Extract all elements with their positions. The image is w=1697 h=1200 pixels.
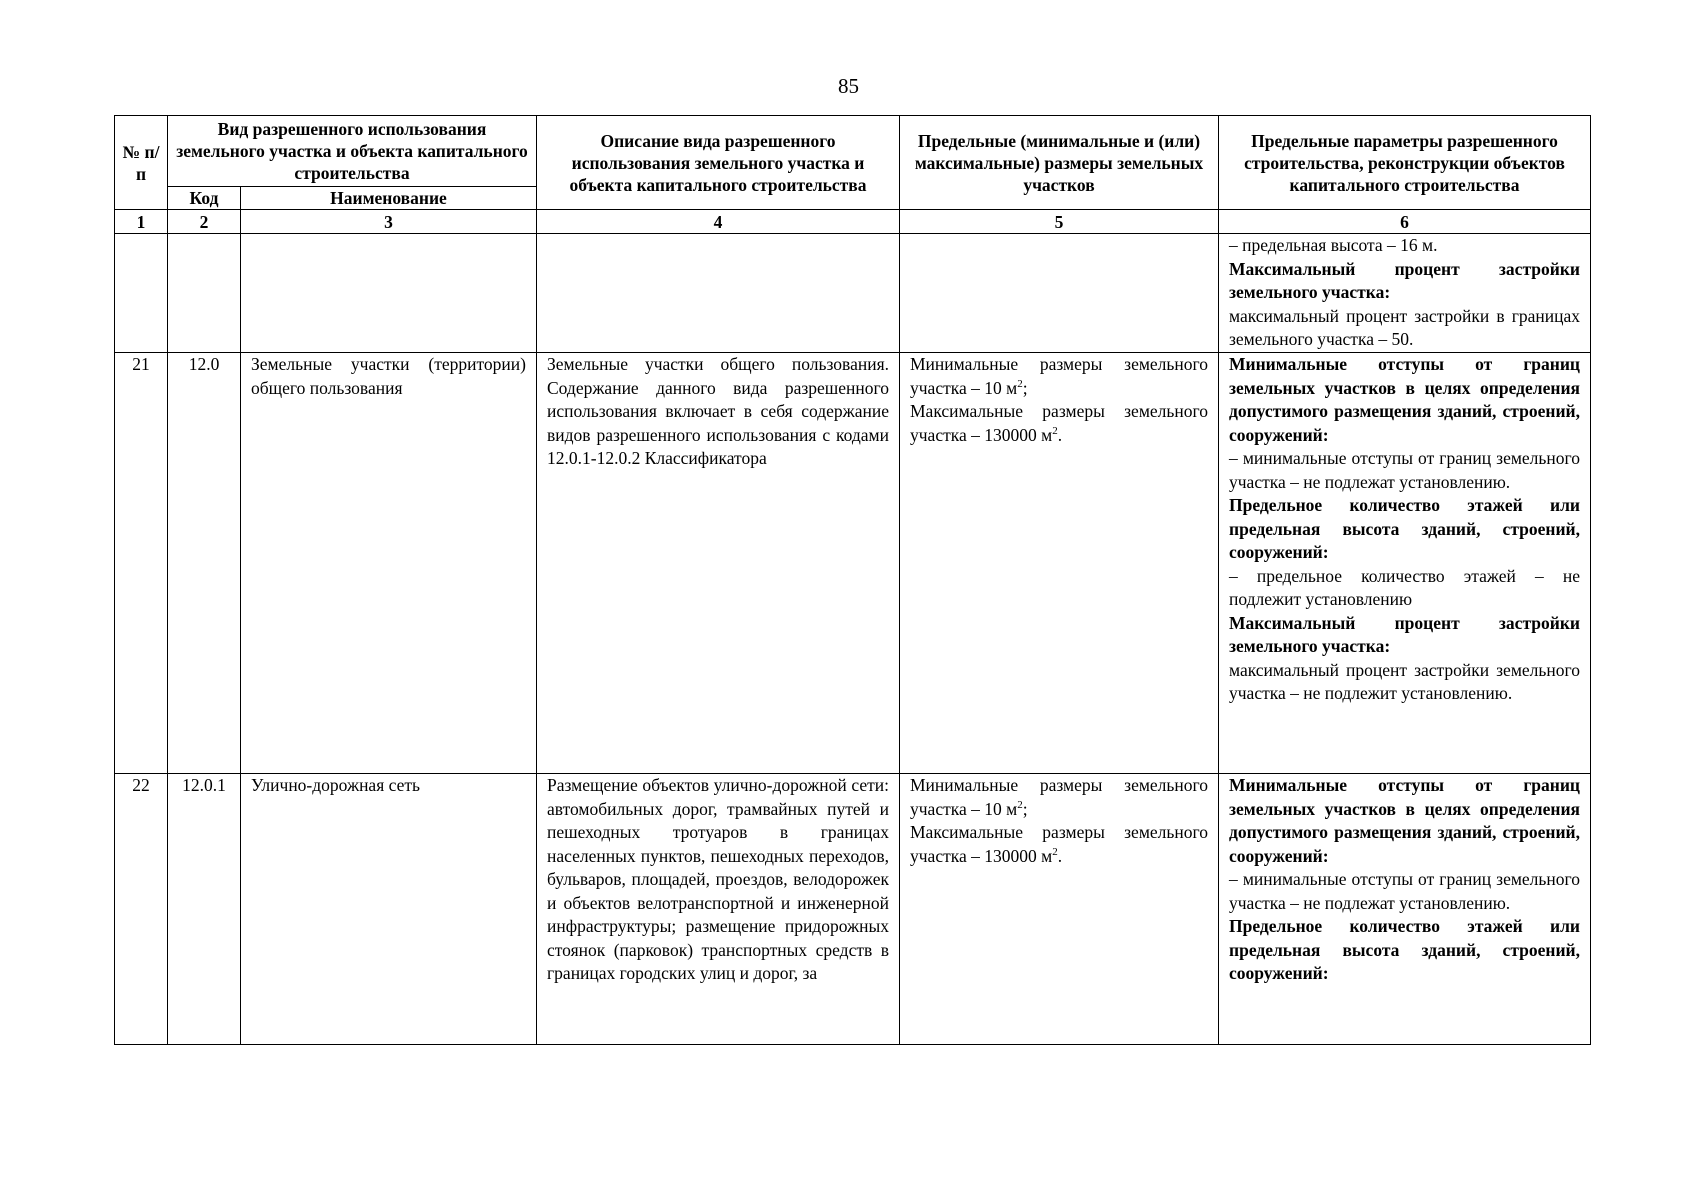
param-heading: Предельное количество этажей или предельная высота зданий, строений, сооружений: bbox=[1229, 495, 1580, 562]
row-description: Размещение объектов улично-дорожной сети: автомобильных дорог, трамвайных путей и пешеходных тротуаров в границах населенных пунктов, пешеходных переходов, бульваров, площадей, проездов, велодорожек и объектов велотранспортной и инженерной инфраструктуры; размещение придорожных стоянок (парковок) транспортных средств в границах городских улиц и дорог, за bbox=[537, 774, 900, 1045]
row-description bbox=[537, 234, 900, 353]
table-row bbox=[115, 234, 1591, 353]
row-description: Земельные участки общего пользования. Содержание данного вида разрешенного использования включает в себя содержание видов разрешенного использования с кодами 12.0.1-12.0.2 Классификатора bbox=[537, 353, 900, 774]
row-num: 21 bbox=[115, 353, 168, 774]
row-code: 12.0 bbox=[168, 353, 241, 774]
header-description: Описание вида разрешенного использования земельного участка и объекта капитального строительства bbox=[537, 116, 900, 210]
header-type-group: Вид разрешенного использования земельного участка и объекта капитального строительства bbox=[168, 116, 537, 187]
table-row bbox=[115, 353, 1591, 774]
header-num: № п/п bbox=[115, 116, 168, 210]
header-name: Наименование bbox=[241, 187, 537, 210]
row-name bbox=[241, 234, 537, 353]
param-heading: Минимальные отступы от границ земельных участков в целях определения допустимого размещения зданий, строений, сооружений: bbox=[1229, 775, 1580, 866]
header-code: Код bbox=[168, 187, 241, 210]
row-name: Земельные участки (территории) общего пользования bbox=[241, 353, 537, 774]
table-row bbox=[115, 774, 1591, 1045]
size-max: Максимальные размеры земельного участка – 130000 $м^2$. bbox=[910, 401, 1208, 445]
column-number: 4 bbox=[537, 210, 900, 234]
column-number-row bbox=[115, 210, 1591, 234]
column-number: 5 bbox=[900, 210, 1219, 234]
row-name: Улично-дорожная сеть bbox=[241, 774, 537, 1045]
regulations-table bbox=[114, 115, 1591, 1045]
column-number: 6 bbox=[1219, 210, 1591, 234]
column-number: 1 bbox=[115, 210, 168, 234]
row-sizes bbox=[900, 353, 1219, 774]
param-text: – минимальные отступы от границ земельного участка – не подлежат установлению. bbox=[1229, 448, 1580, 492]
param-text: максимальный процент застройки в границах земельного участка – 50. bbox=[1229, 305, 1580, 349]
header-row bbox=[115, 116, 1591, 187]
param-heading: Предельное количество этажей или предельная высота зданий, строений, сооружений: bbox=[1229, 916, 1580, 983]
row-num bbox=[115, 234, 168, 353]
header-params: Предельные параметры разрешенного строительства, реконструкции объектов капитального строительства bbox=[1219, 116, 1591, 210]
param-text: – минимальные отступы от границ земельного участка – не подлежат установлению. bbox=[1229, 869, 1580, 913]
param-heading: Максимальный процент застройки земельного участка: bbox=[1229, 258, 1580, 302]
page-number: 85 bbox=[838, 74, 859, 98]
row-sizes bbox=[900, 234, 1219, 353]
column-number: 2 bbox=[168, 210, 241, 234]
header-sizes: Предельные (минимальные и (или) максимальные) размеры земельных участков bbox=[900, 116, 1219, 210]
row-code bbox=[168, 234, 241, 353]
size-min: Минимальные размеры земельного участка – 10 $м^2$; bbox=[910, 775, 1208, 819]
row-num: 22 bbox=[115, 774, 168, 1045]
row-params bbox=[1219, 774, 1591, 1045]
param-heading: Минимальные отступы от границ земельных участков в целях определения допустимого размещения зданий, строений, сооружений: bbox=[1229, 354, 1580, 445]
row-sizes bbox=[900, 774, 1219, 1045]
size-max: Максимальные размеры земельного участка – 130000 $м^2$. bbox=[910, 822, 1208, 866]
row-params bbox=[1219, 234, 1591, 353]
param-text: – предельная высота – 16 м. bbox=[1229, 235, 1438, 255]
param-heading: Максимальный процент застройки земельного участка: bbox=[1229, 612, 1580, 656]
row-code: 12.0.1 bbox=[168, 774, 241, 1045]
param-text: – предельное количество этажей – не подлежит установлению bbox=[1229, 565, 1580, 609]
column-number: 3 bbox=[241, 210, 537, 234]
size-min: Минимальные размеры земельного участка – 10 $м^2$; bbox=[910, 354, 1208, 398]
param-text: максимальный процент застройки земельного участка – не подлежит установлению. bbox=[1229, 659, 1580, 703]
row-params bbox=[1219, 353, 1591, 774]
